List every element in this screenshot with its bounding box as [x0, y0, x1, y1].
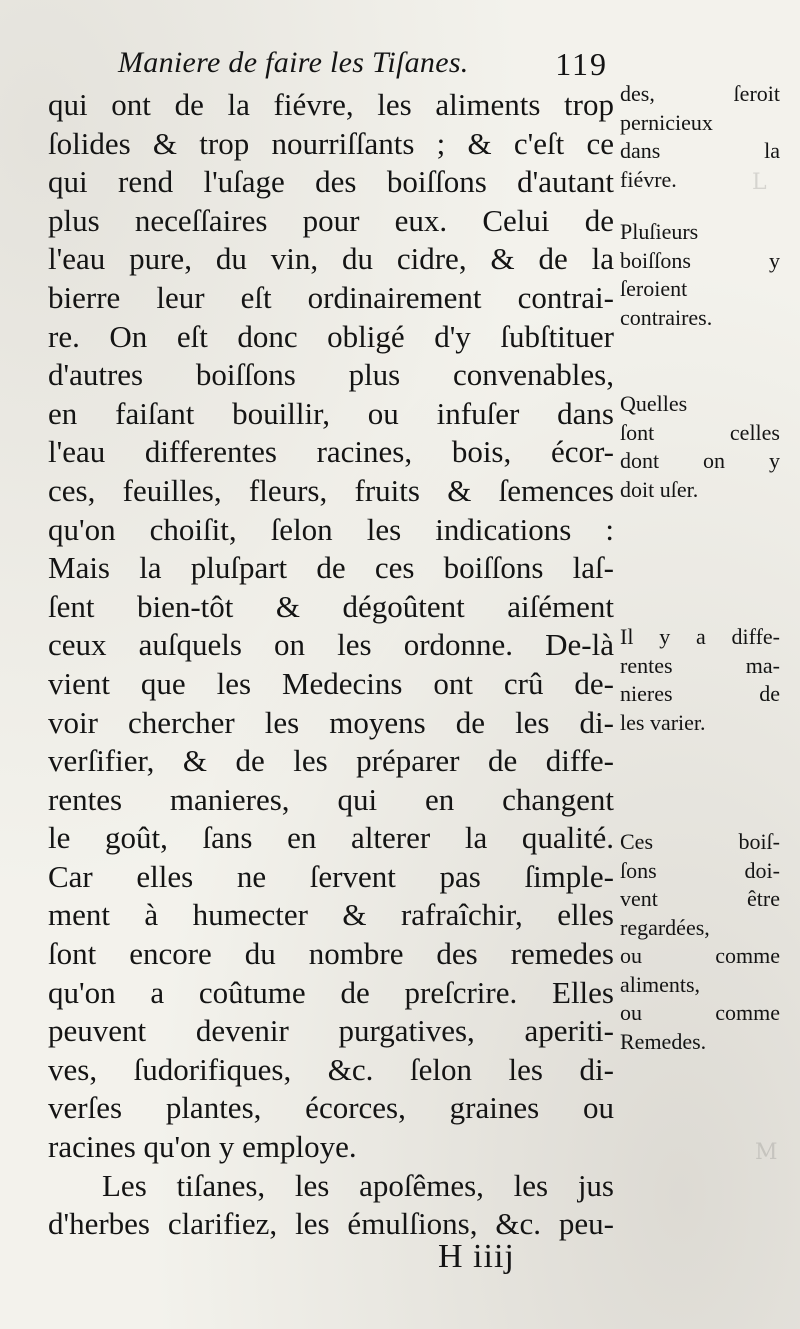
text-line: qui rend l'uſage des boiſſons d'autant [48, 164, 614, 200]
margin-note-line: ou comme [620, 1000, 780, 1025]
text-line: qu'on choiſit, ſelon les indications : [48, 511, 614, 547]
text-line: re. On eſt donc obligé d'y ſubſtituer [48, 318, 614, 354]
margin-note-line: doit uſer. [620, 476, 699, 502]
margin-note [620, 623, 780, 737]
text-line: ſolides & trop nourriſſants ; & c'eſt ce [48, 125, 614, 161]
margin-note-line: dans la [620, 138, 780, 163]
text-line: verſes plantes, écorces, graines ou [48, 1090, 614, 1126]
margin-note-line: ou comme [620, 943, 780, 968]
text-line: l'eau differentes racines, bois, écor- [48, 434, 614, 470]
bleed-through-mark: L [752, 170, 767, 195]
text-line: bierre leur eſt ordinairement contrai- [48, 279, 614, 315]
margin-note-line: contraires. [620, 304, 713, 330]
running-title: Maniere de faire les Tiſanes. [118, 46, 469, 79]
margin-note-line: boiſſons y [620, 247, 780, 273]
text-line: Car elles ne ſervent pas ſimple- [48, 858, 614, 894]
text-line: ces, feuilles, fleurs, fruits & ſemences [48, 472, 614, 508]
text-line: ment à humecter & rafraîchir, elles [48, 897, 614, 933]
text-line: en faiſant bouillir, ou infuſer dans [48, 395, 614, 431]
margin-note-line: fiévre. [620, 166, 677, 192]
margin-note-line: Ces boiſ- [620, 829, 780, 854]
text-line: ceux auſquels on les ordonne. De-là [48, 627, 614, 663]
text-line: l'eau pure, du vin, du cidre, & de la [48, 241, 614, 277]
text-line: qui ont de la fiévre, les aliments trop [48, 87, 614, 122]
margin-note-line: Quelles [620, 391, 688, 416]
margin-note [620, 828, 780, 1056]
text-line: verſifier, & de les préparer de diffe- [48, 743, 614, 779]
margin-note-line: ſont celles [620, 419, 780, 445]
text-line: Mais la pluſpart de ces boiſſons laſ- [48, 550, 614, 586]
text-line: d'autres boiſſons plus convenables, [48, 357, 614, 393]
text-line: peuvent devenir purgatives, aperiti- [48, 1013, 614, 1049]
margin-note [620, 218, 780, 332]
text-line: rentes manieres, qui en changent [48, 781, 614, 817]
margin-note-line: regardées, [620, 914, 710, 940]
text-line: Les tiſanes, les apoſêmes, les jus [102, 1167, 614, 1203]
margin-note-line: des, ſeroit [620, 81, 780, 106]
signature-mark: H iiij [438, 1238, 515, 1275]
margin-note-line: pernicieux [620, 109, 713, 135]
text-line: plus neceſſaires pour eux. Celui de [48, 202, 614, 238]
margin-note [620, 80, 780, 194]
text-line: ves, ſudorifiques, &c. ſelon les di- [48, 1051, 614, 1087]
margin-note-line: ſons doi- [620, 857, 780, 883]
text-line: qu'on a coûtume de preſcrire. Elles [48, 974, 614, 1010]
main-text-column [48, 86, 614, 1244]
page-number: 119 [555, 46, 608, 82]
margin-note-line: nieres de [620, 681, 780, 706]
margin-note-line: les varier. [620, 709, 706, 735]
margin-note-line: Il y a diffe- [620, 624, 780, 649]
text-line: voir chercher les moyens de les di- [48, 704, 614, 740]
margin-note-line: aliments, [620, 971, 701, 997]
margin-note-line: ſeroient [620, 276, 688, 301]
bleed-through-mark: M [755, 1140, 778, 1165]
text-line: ſent bien-tôt & dégoûtent aiſément [48, 588, 614, 624]
margin-note-line: rentes ma- [620, 652, 780, 678]
margin-note-line: vent être [620, 886, 780, 911]
margin-note-line: Remedes. [620, 1028, 707, 1054]
text-line: vient que les Medecins ont crû de- [48, 665, 614, 701]
margin-note [620, 390, 780, 504]
text-line: d'herbes clarifiez, les émulſions, &c. peu- [48, 1206, 614, 1242]
text-line: le goût, ſans en alterer la qualité. [48, 820, 614, 856]
text-line: racines qu'on y employe. [48, 1129, 357, 1165]
margin-note-line: Pluſieurs [620, 219, 699, 244]
text-line: ſont encore du nombre des remedes [48, 936, 614, 972]
page-header [118, 46, 608, 86]
margin-note-line: dont on y [620, 448, 780, 473]
